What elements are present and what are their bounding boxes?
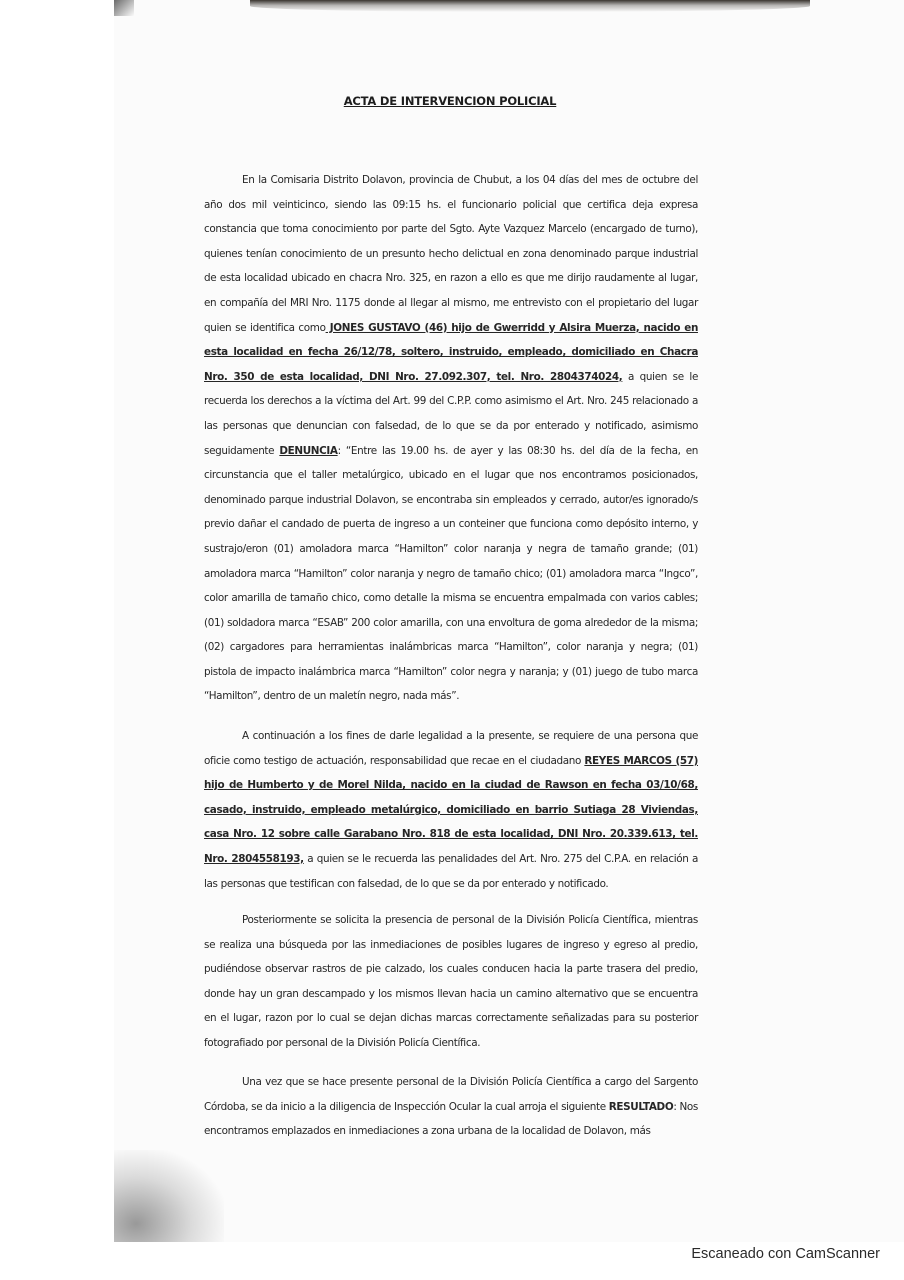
witness-identity: REYES MARCOS (57) hijo de Humberto y de Morel Nilda, nacido en la ciudad de Rawson en fecha 03/10/68, casado, instruido, empleado metalúrgico, domiciliado en barrio Sutiaga 28 Viviendas, casa Nro. 12 sobre calle Garabano Nro. 818 de esta localidad, DNI Nro. 20.339.613, tel. Nro. 2804558193, bbox=[204, 754, 698, 865]
paragraph-intro bbox=[204, 168, 698, 709]
denuncia-label: DENUNCIA bbox=[279, 444, 338, 457]
paragraph-witness bbox=[204, 724, 698, 896]
inspection-result: : Nos encontramos emplazados en inmediaciones a zona urbana de la localidad de Dolavon, más bbox=[204, 1100, 698, 1138]
resultado-label: RESULTADO bbox=[608, 1100, 674, 1113]
scan-shadow-corner bbox=[114, 0, 134, 16]
scan-shadow-bottom bbox=[114, 1150, 224, 1242]
witness-rights: a quien se le recuerda las penalidades del Art. Nro. 275 del C.P.A. en relación a las personas que testifican con falsedad, de lo que se da por enterado y notificado. bbox=[204, 852, 698, 890]
scan-margin bbox=[0, 0, 114, 1242]
paragraph-search bbox=[204, 908, 698, 1056]
paragraph-inspection bbox=[204, 1070, 698, 1144]
document-title: ACTA DE INTERVENCION POLICIAL bbox=[343, 94, 557, 108]
search-text: Posteriormente se solicita la presencia de personal de la División Policía Científica, mientras se realiza una búsqueda por las inmediaciones de posibles lugares de ingreso y egreso al predio, pudiéndose observar rastros de pie calzado, los cuales conducen hacia la parte trasera del predio, donde hay un gran descampado y los mismos llevan hacia un camino alternativo que se encuentra en el lugar, razon por lo cual se dejan dichas marcas correctamente señalizadas para su posterior fotografiado por personal de la División Policía Científica. bbox=[204, 914, 698, 1049]
witness-intro: A continuación a los fines de darle legalidad a la presente, se requiere de una persona que oficie como testigo de actuación, responsabilidad que recae en el ciudadano bbox=[204, 730, 698, 767]
inspection-text: Una vez que se hace presente personal de la División Policía Científica a cargo del Sargento Córdoba, se da inicio a la diligencia de Inspección Ocular la cual arroja el siguiente bbox=[204, 1076, 698, 1113]
victim-identity: JONES GUSTAVO (46) hijo de Gwerridd y Alsira Muerza, nacido en esta localidad en fecha 26/12/78, soltero, instruido, empleado, domiciliado en Chacra Nro. 350 de esta localidad, DNI Nro. 27.092.307, tel. Nro. 2804374024, bbox=[204, 321, 698, 383]
camscanner-watermark: Escaneado con CamScanner bbox=[691, 1246, 880, 1262]
scan-shadow-top bbox=[250, 0, 810, 12]
rights-text: a quien se le recuerda los derechos a la víctima del Art. 99 del C.P.P. como asimismo el Art. Nro. 245 relacionado a las personas que denuncian con falsedad, de lo que se da por enterado y notificado, asimismo seguidamente bbox=[204, 370, 698, 457]
intro-text: En la Comisaria Distrito Dolavon, provincia de Chubut, a los 04 días del mes de octubre del año dos mil veinticinco, siendo las 09:15 hs. el funcionario policial que certifica deja expresa constancia que toma conocimiento por parte del Sgto. Ayte Vazquez Marcelo (encargado de turno), quienes tenían conocimiento de un presunto hecho delictual en zona denominado parque industrial de esta localidad ubicado en chacra Nro. 325, en razon a ello es que me dirijo raudamente al lugar, en compañía del MRI Nro. 1175 donde al llegar al mismo, me entrevisto con el propietario del lugar quien se identifica como bbox=[204, 174, 698, 334]
denuncia-text: : “Entre las 19.00 hs. de ayer y las 08:30 hs. del día de la fecha, en circunstancia que el taller metalúrgico, ubicado en el lugar que nos encontramos posicionados, denominado parque industrial Dolavon, se encontraba sin empleados y cerrado, autor/es ignorado/s previo dañar el candado de puerta de ingreso a un conteiner que funciona como depósito interno, y sustrajo/eron (01) amoladora marca “Hamilton” color naranja y negra de tamaño grande; (01) amoladora marca “Hamilton” color naranja y negro de tamaño chico; (01) amoladora marca “Ingco”, color amarilla de tamaño chico, como detalle la misma se encuentra empalmada con varios cables; (01) soldadora marca “ESAB” 200 color amarilla, con una envoltura de goma alrededor de la misma; (02) cargadores para herramientas inalámbricas marca “Hamilton”, color naranja y negra; (01) pistola de impacto inalámbrica marca “Hamilton” color negra y naranja; y (01) juego de tubo marca “Hamilton”, dentro de un maletín negro, nada más”. bbox=[204, 444, 698, 703]
